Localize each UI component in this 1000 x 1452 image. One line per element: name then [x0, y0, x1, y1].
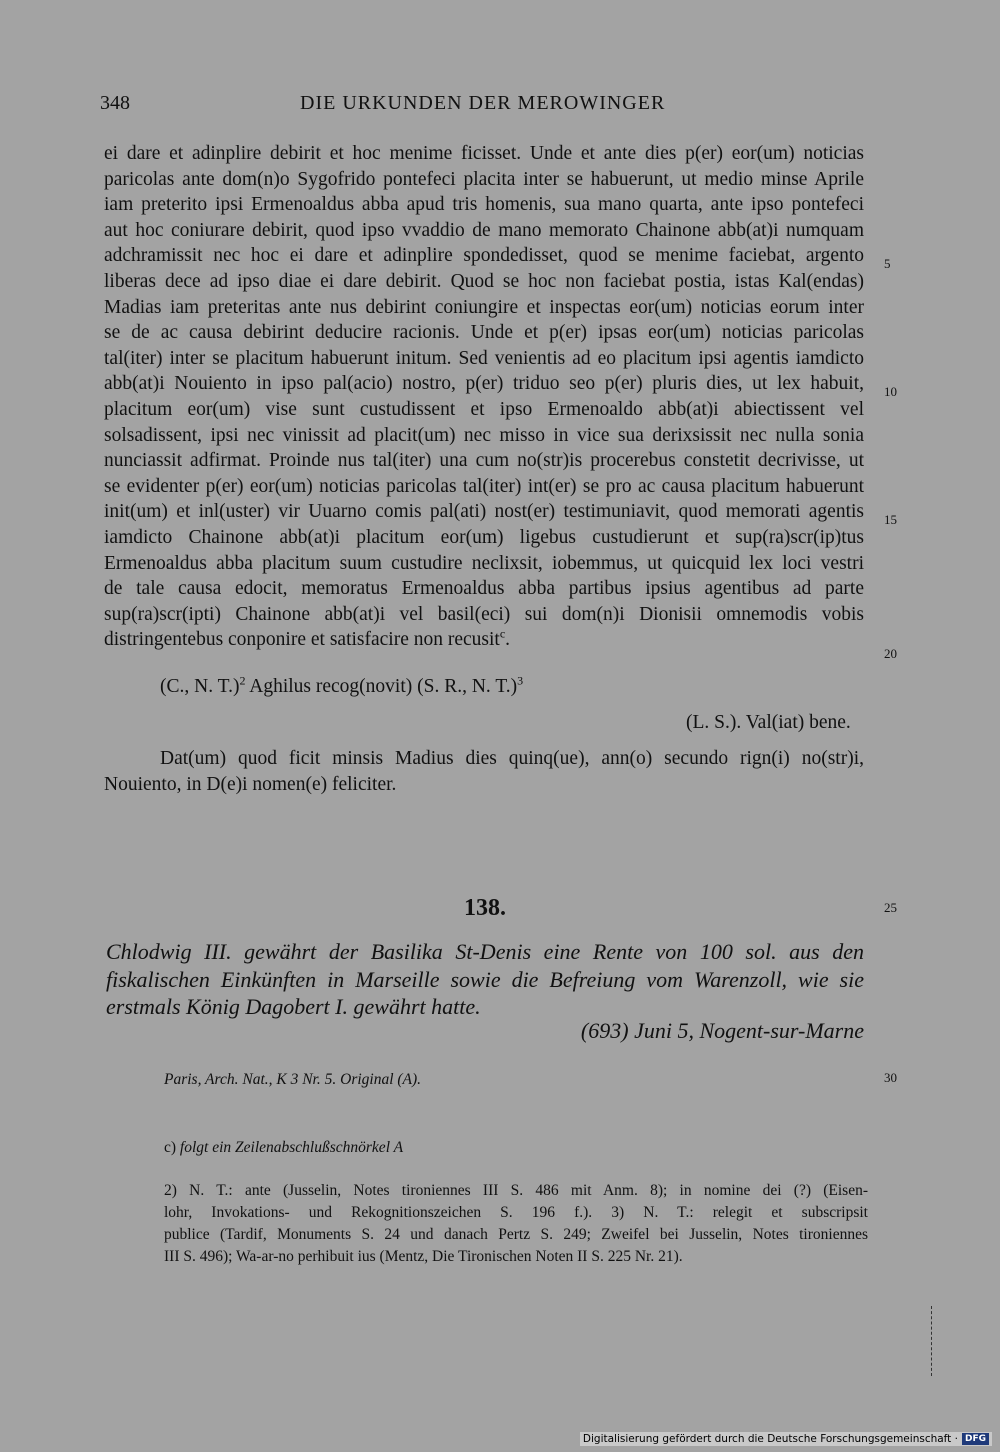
footnote-line: publice (Tardif, Monuments S. 24 und danach Pertz S. 249; Zweifel bei Jusselin, Notes tironiennes: [164, 1226, 868, 1243]
line-number-30: 30: [884, 1070, 897, 1085]
text-line: Madias iam preteritas ante nus debirint coniungire et inspectas eor(um) noticias eorum inter: [104, 296, 864, 318]
text-line: liberas dece ad ipso diae ei dare debirit. Quod se hoc non faciebat postia, istas Kal(endas): [104, 270, 864, 292]
text-line: aut hoc coniurare debirit, quod ipso vvaddio de mano memorato Chainone abb(at)i numquam: [104, 219, 864, 241]
line-number-15: 15: [884, 512, 897, 527]
text-line: iam preterito ipsi Ermenoaldus abba apud tris homenis, sua mano quarta, ante ipso pontefeci: [104, 194, 864, 216]
text-line: iamdicto Chainone abb(at)i placitum eor(um) ligebus custudierunt et sup(ra)scr(ip)tus: [104, 526, 864, 548]
text-line: sup(ra)scr(ipti) Chainone abb(at)i vel basil(eci) sui dom(n)i Dionisii omnemodis vobis: [104, 603, 864, 625]
recognition-line: (C., N. T.)$^2$ Aghilus recog(novit) (S. R., N. T.)$^3$: [160, 673, 524, 697]
text-line: nunciassit adfirmat. Proinde nus tal(iter) una cum no(str)is procerebus constetit decrivisse, ut: [104, 450, 864, 472]
dating-line: Nouiento, in D(e)i nomen(e) feliciter.: [104, 774, 397, 795]
line-number-20: 20: [884, 646, 897, 661]
seal-note: (L. S.). Val(iat) bene.: [686, 712, 851, 733]
scan-edge-marks: [931, 1306, 934, 1376]
footnote-line: 2) N. T.: ante (Jusselin, Notes tironiennes III S. 486 mit Anm. 8); in nomine dei (?) (Eisen-: [164, 1182, 868, 1199]
regest-line: fiskalischen Einkünften in Marseille sowie die Befreiung vom Warenzoll, wie sie: [106, 966, 864, 992]
dfg-logo: DFG: [962, 1433, 989, 1445]
footnotes: [164, 1180, 868, 1268]
text-line-content: distringentebus conponire et satisfacire non recusit: [104, 629, 500, 651]
footnote-c: c) folgt ein Zeilenabschlußschnörkel A: [164, 1139, 404, 1156]
text-line: de tale causa edocit, memoratus Ermenoaldus abba partibus ipsius agentibus ad parte: [104, 578, 864, 600]
text-line: se evidenter p(er) eor(um) noticias paricolas tal(iter) int(er) se pro ac causa placitum habuerunt: [104, 475, 864, 497]
regest-line: erstmals König Dagobert I. gewährt hatte.: [106, 994, 481, 1019]
text-line: solsadissent, ipsi nec vinissit ad placit(um) nec misso in vice sua derixsissit nec nulla sonia: [104, 424, 864, 446]
dating-clause: [104, 746, 864, 798]
page-number: 348: [100, 92, 130, 114]
text-line: paricolas ante dom(n)o Sygofrido pontefeci placita inter se habuerunt, ut medio minse Aprile: [104, 168, 864, 190]
text-line: init(um) et inl(uster) vir Uuarno comis pal(ati) nost(er) testimuniavit, quod memorati agentis: [104, 501, 864, 523]
regest-line: Chlodwig III. gewährt der Basilika St-Denis eine Rente von 100 sol. aus den: [106, 939, 864, 964]
text-line: distringentebus conponire et satisfacire non recusit$^c$.: [104, 626, 511, 651]
source-note: Paris, Arch. Nat., K 3 Nr. 5. Original (A).: [164, 1071, 422, 1088]
text-line: se de ac causa debirint deducire racionis. Unde et p(er) ipsas eor(um) noticias paricolas: [104, 322, 864, 344]
footer-text: Digitalisierung gefördert durch die Deutsche Forschungsgemeinschaft ·: [582, 1433, 958, 1445]
footnote-line: III S. 496); Wa-ar-no perhibuit ius (Mentz, Die Tironischen Noten II S. 225 Nr. 21).: [164, 1248, 683, 1265]
dating-line: Dat(um) quod ficit minsis Madius dies quinq(ue), ann(o) secundo rign(i) no(str)i,: [160, 748, 864, 769]
date-place: (693) Juni 5, Nogent-sur-Marne: [580, 1018, 864, 1043]
charter-text: [104, 141, 864, 653]
text-line: ei dare et adinplire debirit et hoc menime ficisset. Unde et ante dies p(er) eor(um) noticias: [104, 143, 864, 164]
text-line: tal(iter) inter se placitum habuerunt initum. Sed venientis ad eo placitum ipsi agentis iamdicto: [104, 347, 864, 369]
footer-credit: [580, 1432, 992, 1446]
text-line: Ermenoaldus abba placitum suum custudire neclixsit, iobemmus, ut quicquid lex loci vestri: [104, 552, 864, 574]
regest: [106, 938, 864, 1021]
document-number: 138.: [464, 895, 506, 921]
text-line: placitum eor(um) vise sunt custudissent et ipso Ermenoaldo abb(at)i abiectissent vel: [104, 398, 864, 420]
line-number-25: 25: [884, 900, 897, 915]
line-number-10: 10: [884, 384, 897, 399]
footnote-line: lohr, Invokations- und Rekognitionszeichen S. 196 f.). 3) N. T.: relegit et subscripsit: [164, 1204, 868, 1221]
footnote-ref-c: c: [499, 626, 506, 641]
running-title: DIE URKUNDEN DER MEROWINGER: [300, 92, 666, 114]
line-number-5: 5: [884, 256, 891, 271]
text-line: adchramissit nec hoc ei dare et adinplire spondedisset, quod se menime faciebat, argento: [104, 245, 864, 267]
text-line: abb(at)i Nouiento in ipso pal(acio) nostro, p(er) triduo seo p(er) pluris dies, ut lex habuit,: [104, 373, 864, 395]
